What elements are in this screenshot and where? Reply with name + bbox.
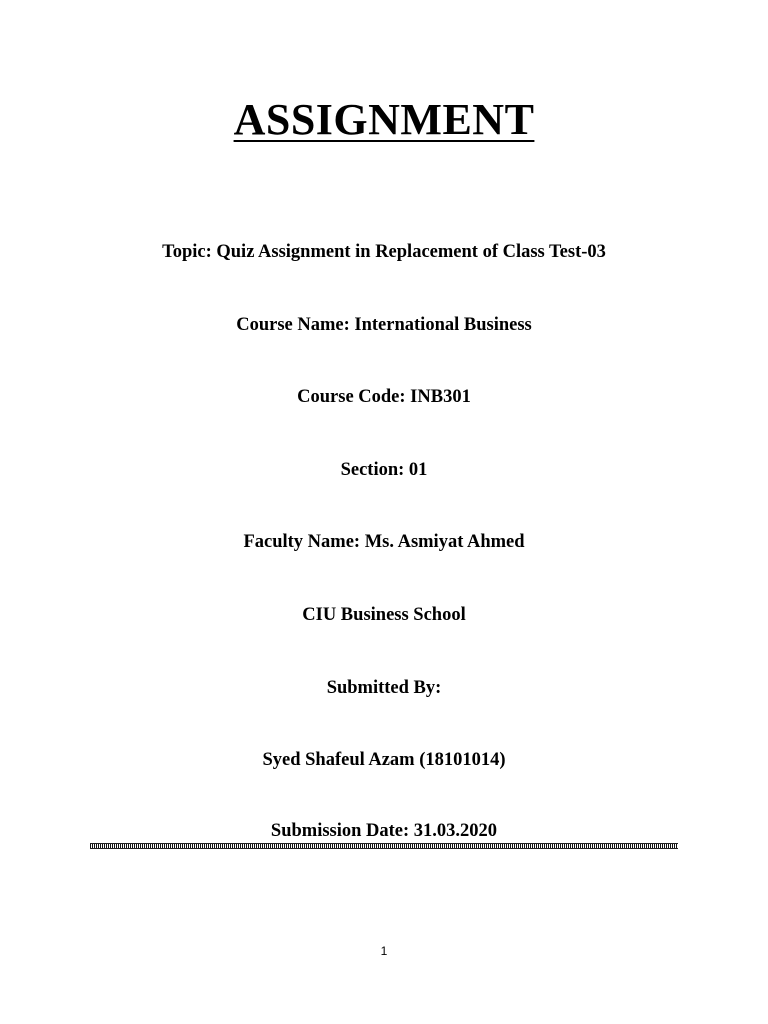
faculty-line: Faculty Name: Ms. Asmiyat Ahmed bbox=[243, 532, 525, 552]
school-line: CIU Business School bbox=[302, 605, 466, 625]
submission-date-line: Submission Date: 31.03.2020 bbox=[270, 821, 498, 841]
course-code-line: Course Code: INB301 bbox=[297, 387, 471, 407]
assignment-title-text: ASSIGNMENT bbox=[233, 95, 535, 144]
decorative-divider bbox=[90, 843, 678, 849]
student-line: Syed Shafeul Azam (18101014) bbox=[262, 750, 506, 770]
course-name-line: Course Name: International Business bbox=[236, 315, 532, 335]
submitted-by-label: Submitted By: bbox=[326, 678, 442, 698]
section-line: Section: 01 bbox=[340, 460, 428, 480]
assignment-title bbox=[0, 92, 768, 148]
topic-line: Topic: Quiz Assignment in Replacement of Class Test-03 bbox=[162, 242, 606, 262]
page-number: 1 bbox=[380, 944, 388, 958]
